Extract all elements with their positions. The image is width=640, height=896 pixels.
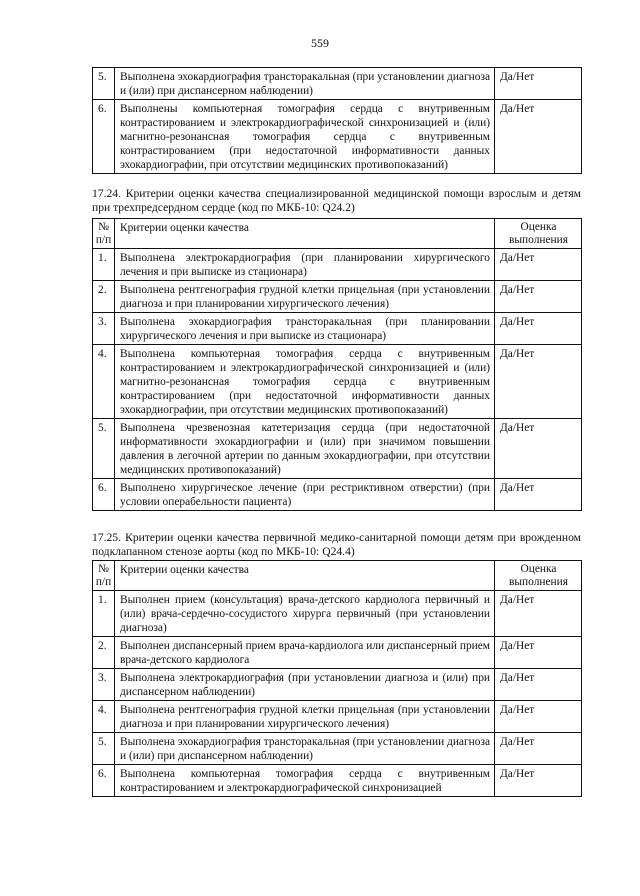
table-row [93, 701, 582, 733]
table-header-row [93, 561, 582, 591]
header-evaluation: Оценка выполнения [495, 219, 582, 249]
row-number: 2. [93, 281, 115, 313]
criterion-text: Выполнена компьютерная томография сердца с внутривенным контрастированием и электрокардиографической синхронизацией [115, 765, 495, 797]
row-number: 3. [93, 669, 115, 701]
evaluation-value: Да/Нет [495, 701, 582, 733]
table-row [93, 345, 582, 419]
criterion-text: Выполнена рентгенография грудной клетки прицельная (при установлении диагноза и при планировании хирургического лечения) [115, 701, 495, 733]
evaluation-value: Да/Нет [495, 249, 582, 281]
criterion-text: Выполнены компьютерная томография сердца с внутривенным контрастированием и электрокардиографической синхронизацией и (или) магнитно-резонансная томография сердца с внутривенным контрастированием (при недостаточной информативности данных эхокардиографии, при отсутствии медицинских противопоказаний) [115, 100, 495, 174]
row-number: 2. [93, 637, 115, 669]
row-number: 5. [93, 68, 115, 100]
row-number: 5. [93, 419, 115, 479]
table-row [93, 249, 582, 281]
evaluation-value: Да/Нет [495, 100, 582, 174]
criterion-text: Выполнена эхокардиография трансторакальная (при установлении диагноза и (или) при диспансерном наблюдении) [115, 68, 495, 100]
header-number: № п/п [93, 561, 115, 591]
table-row [93, 669, 582, 701]
table-row [93, 637, 582, 669]
row-number: 1. [93, 591, 115, 637]
header-criterion: Критерии оценки качества [115, 561, 495, 591]
table-row [93, 68, 582, 100]
evaluation-value: Да/Нет [495, 765, 582, 797]
row-number: 6. [93, 765, 115, 797]
evaluation-value: Да/Нет [495, 669, 582, 701]
evaluation-value: Да/Нет [495, 479, 582, 511]
row-number: 4. [93, 701, 115, 733]
table-17-25 [92, 560, 582, 797]
table-row [93, 419, 582, 479]
table-row [93, 733, 582, 765]
evaluation-value: Да/Нет [495, 419, 582, 479]
section-title-17-25: 17.25. Критерии оценки качества первичной медико-санитарной помощи детям при врожденном подклапанном стенозе аорты (код по МКБ-10: Q24.4) [92, 531, 581, 558]
criterion-text: Выполнен диспансерный прием врача-кардиолога или диспансерный прием врача-детского кардиолога [115, 637, 495, 669]
row-number: 6. [93, 100, 115, 174]
evaluation-value: Да/Нет [495, 733, 582, 765]
table-row [93, 765, 582, 797]
evaluation-value: Да/Нет [495, 68, 582, 100]
table-row [93, 100, 582, 174]
evaluation-value: Да/Нет [495, 281, 582, 313]
section-title-17-24: 17.24. Критерии оценки качества специализированной медицинской помощи взрослым и детям при трехпредсердном сердце (код по МКБ-10: Q24.2) [92, 187, 581, 214]
row-number: 3. [93, 313, 115, 345]
criterion-text: Выполнена эхокардиография трансторакальная (при установлении диагноза и (или) при диспансерном наблюдении) [115, 733, 495, 765]
row-number: 5. [93, 733, 115, 765]
row-number: 4. [93, 345, 115, 419]
page-number: 559 [311, 36, 329, 50]
criterion-text: Выполнена рентгенография грудной клетки прицельная (при установлении диагноза и при планировании хирургического лечения) [115, 281, 495, 313]
row-number: 6. [93, 479, 115, 511]
criterion-text: Выполнена компьютерная томография сердца с внутривенным контрастированием и электрокардиографической синхронизацией и (или) магнитно-резонансная томография сердца с внутривенным контрастированием (при недостаточной информативности данных эхокардиографии, при отсутствии медицинских противопоказаний) [115, 345, 495, 419]
table-top [92, 67, 582, 174]
table-row [93, 591, 582, 637]
criterion-text: Выполнена чрезвенозная катетеризация сердца (при недостаточной информативности эхокардиографии и (или) при значимом повышении давления в легочной артерии по данным эхокардиографии, при отсутствии медицинских противопоказаний) [115, 419, 495, 479]
table-17-24 [92, 218, 582, 511]
header-criterion: Критерии оценки качества [115, 219, 495, 249]
table-row [93, 479, 582, 511]
criterion-text: Выполнена электрокардиография (при установлении диагноза и (или) при диспансерном наблюдении) [115, 669, 495, 701]
criterion-text: Выполнено хирургическое лечение (при рестриктивном отверстии) (при условии операбельности пациента) [115, 479, 495, 511]
criterion-text: Выполнена эхокардиография трансторакальная (при планировании хирургического лечения и при выписке из стационара) [115, 313, 495, 345]
criterion-text: Выполнена электрокардиография (при планировании хирургического лечения и при выписке из стационара) [115, 249, 495, 281]
row-number: 1. [93, 249, 115, 281]
criterion-text: Выполнен прием (консультация) врача-детского кардиолога первичный и (или) врача-сердечно-сосудистого хирурга первичный (при установлении диагноза) [115, 591, 495, 637]
table-row [93, 313, 582, 345]
evaluation-value: Да/Нет [495, 345, 582, 419]
header-number: № п/п [93, 219, 115, 249]
evaluation-value: Да/Нет [495, 637, 582, 669]
header-evaluation: Оценка выполнения [495, 561, 582, 591]
evaluation-value: Да/Нет [495, 591, 582, 637]
table-row [93, 281, 582, 313]
table-header-row [93, 219, 582, 249]
evaluation-value: Да/Нет [495, 313, 582, 345]
